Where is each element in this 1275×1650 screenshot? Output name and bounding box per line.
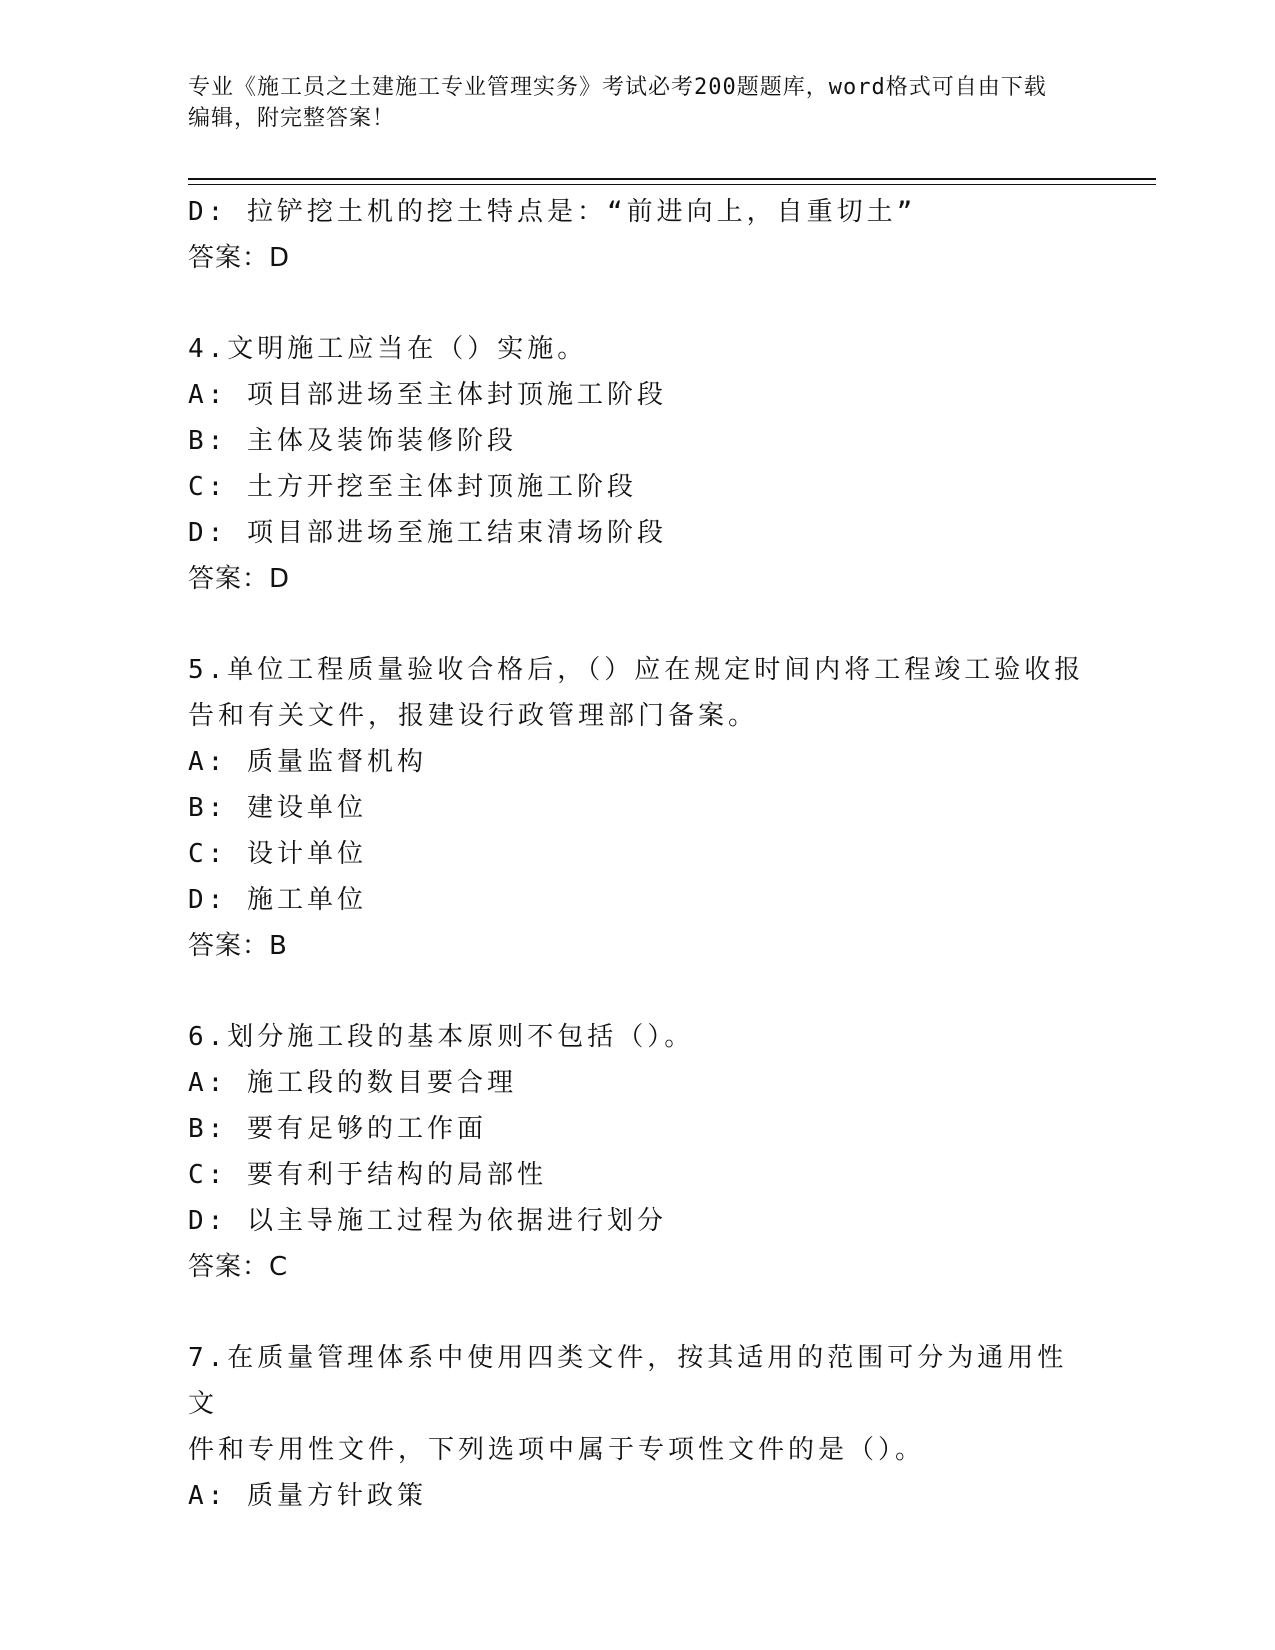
spacer [188,281,1088,326]
answer-line: 答案：D [188,564,291,594]
question-stem: 5.单位工程质量验收合格后，（）应在规定时间内将工程竣工验收报 [188,655,1085,685]
option-b: B: 主体及装饰装修阶段 [188,426,517,456]
option-c: C: 土方开挖至主体封顶施工阶段 [188,472,637,502]
answer-line: 答案：C [188,1252,289,1282]
option-d: D: 项目部进场至施工结束清场阶段 [188,518,667,548]
option-a: A: 质量方针政策 [188,1481,427,1511]
option-a: A: 项目部进场至主体封顶施工阶段 [188,380,667,410]
option-b: B: 建设单位 [188,793,367,823]
spacer [188,602,1088,647]
option-b: B: 要有足够的工作面 [188,1114,487,1144]
option-d: D: 以主导施工过程为依据进行划分 [188,1206,667,1236]
header-rule-thin [188,184,1156,185]
document-header: 专业《施工员之土建施工专业管理实务》考试必考200题题库，word格式可自由下载编辑，附完整答案！ [188,75,1047,131]
option-a: A: 质量监督机构 [188,747,427,777]
question-stem: 4.文明施工应当在（）实施。 [188,334,588,364]
answer-line: 答案：B [188,931,288,961]
question-stem: 7.在质量管理体系中使用四类文件，按其适用的范围可分为通用性文 [188,1343,1068,1419]
answer-line: 答案：D [188,243,291,273]
option-c: C: 要有利于结构的局部性 [188,1160,547,1190]
option-c: C: 设计单位 [188,839,367,869]
header-rule-thick [188,178,1156,180]
question-content [188,189,1088,1519]
question-stem-cont: 件和专用性文件，下列选项中属于专项性文件的是（）。 [188,1435,926,1465]
spacer [188,1290,1088,1335]
option-d: D: 施工单位 [188,885,367,915]
spacer [188,969,1088,1014]
question-stem-cont: 告和有关文件，报建设行政管理部门备案。 [188,701,759,731]
option-d: D: 拉铲挖土机的挖土特点是：“前进向上，自重切土” [188,197,917,227]
question-stem: 6.划分施工段的基本原则不包括（）。 [188,1022,695,1052]
option-a: A: 施工段的数目要合理 [188,1068,517,1098]
